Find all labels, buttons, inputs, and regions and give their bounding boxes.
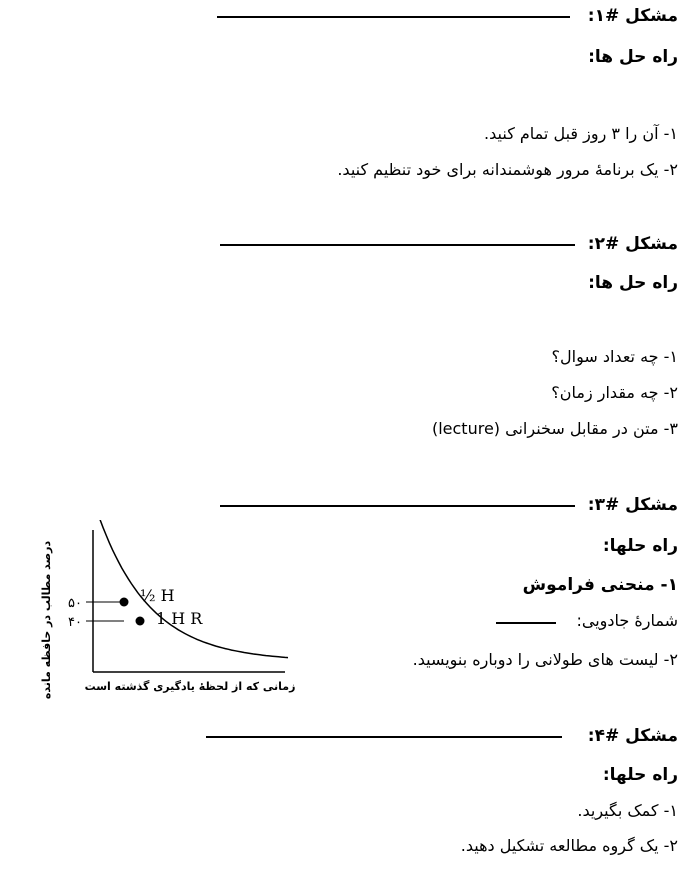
y-tick-label: ۴۰ — [68, 615, 82, 630]
curve-point-label: ½ H — [140, 586, 175, 605]
problem-3-solution-2: ۲- لیست های طولانی را دوباره بنویسید. — [412, 650, 678, 669]
problem-3-title: مشکل #۳: — [587, 495, 678, 515]
problem-3-solutions-label: راه حلها: — [602, 536, 678, 556]
curve-point — [136, 617, 145, 626]
problem-4-title: مشکل #۴: — [587, 726, 678, 746]
problem-4-solution-1: ۱- کمک بگیرید. — [577, 801, 678, 820]
curve-point — [120, 598, 129, 607]
answer-line-2 — [220, 244, 575, 246]
problem-2-solution-1: ۱- چه تعداد سوال؟ — [551, 347, 678, 366]
magic-number-label: شمارۀ جادویی: — [576, 611, 678, 630]
answer-line-4 — [206, 736, 562, 738]
problem-2-title: مشکل #۲: — [587, 234, 678, 254]
magic-number-blank — [496, 622, 556, 624]
problem-2-solution-3: ۳- متن در مقابل سخنرانی (lecture) — [431, 419, 678, 438]
curve-point-label: 1 H R — [156, 609, 203, 628]
answer-line-1 — [217, 16, 570, 18]
problem-2-solution-2: ۲- چه مقدار زمان؟ — [551, 383, 678, 402]
problem-1-solutions-label: راه حل ها: — [588, 47, 678, 67]
problem-4-solution-2: ۲- یک گروه مطالعه تشکیل دهید. — [460, 836, 678, 855]
chart-x-axis-label: زمانی که از لحظۀ یادگیری گذشته است — [84, 680, 296, 693]
problem-1-solution-1: ۱- آن را ۳ روز قبل تمام کنید. — [484, 124, 678, 143]
forgetting-curve — [100, 520, 288, 658]
problem-3-solution-1: ۱- منحنی فراموش — [522, 575, 678, 595]
y-tick-label: ۵۰ — [68, 596, 82, 611]
forgetting-curve-chart — [0, 520, 300, 720]
chart-y-axis-label: درصد مطالب در حافظه مانده — [40, 540, 53, 700]
problem-1-solution-2: ۲- یک برنامۀ مرور هوشمندانه برای خود تنظیم کنید. — [337, 160, 678, 179]
problem-4-solutions-label: راه حلها: — [602, 765, 678, 785]
answer-line-3 — [220, 505, 575, 507]
problem-2-solutions-label: راه حل ها: — [588, 273, 678, 293]
problem-1-title: مشکل #۱: — [587, 6, 678, 26]
